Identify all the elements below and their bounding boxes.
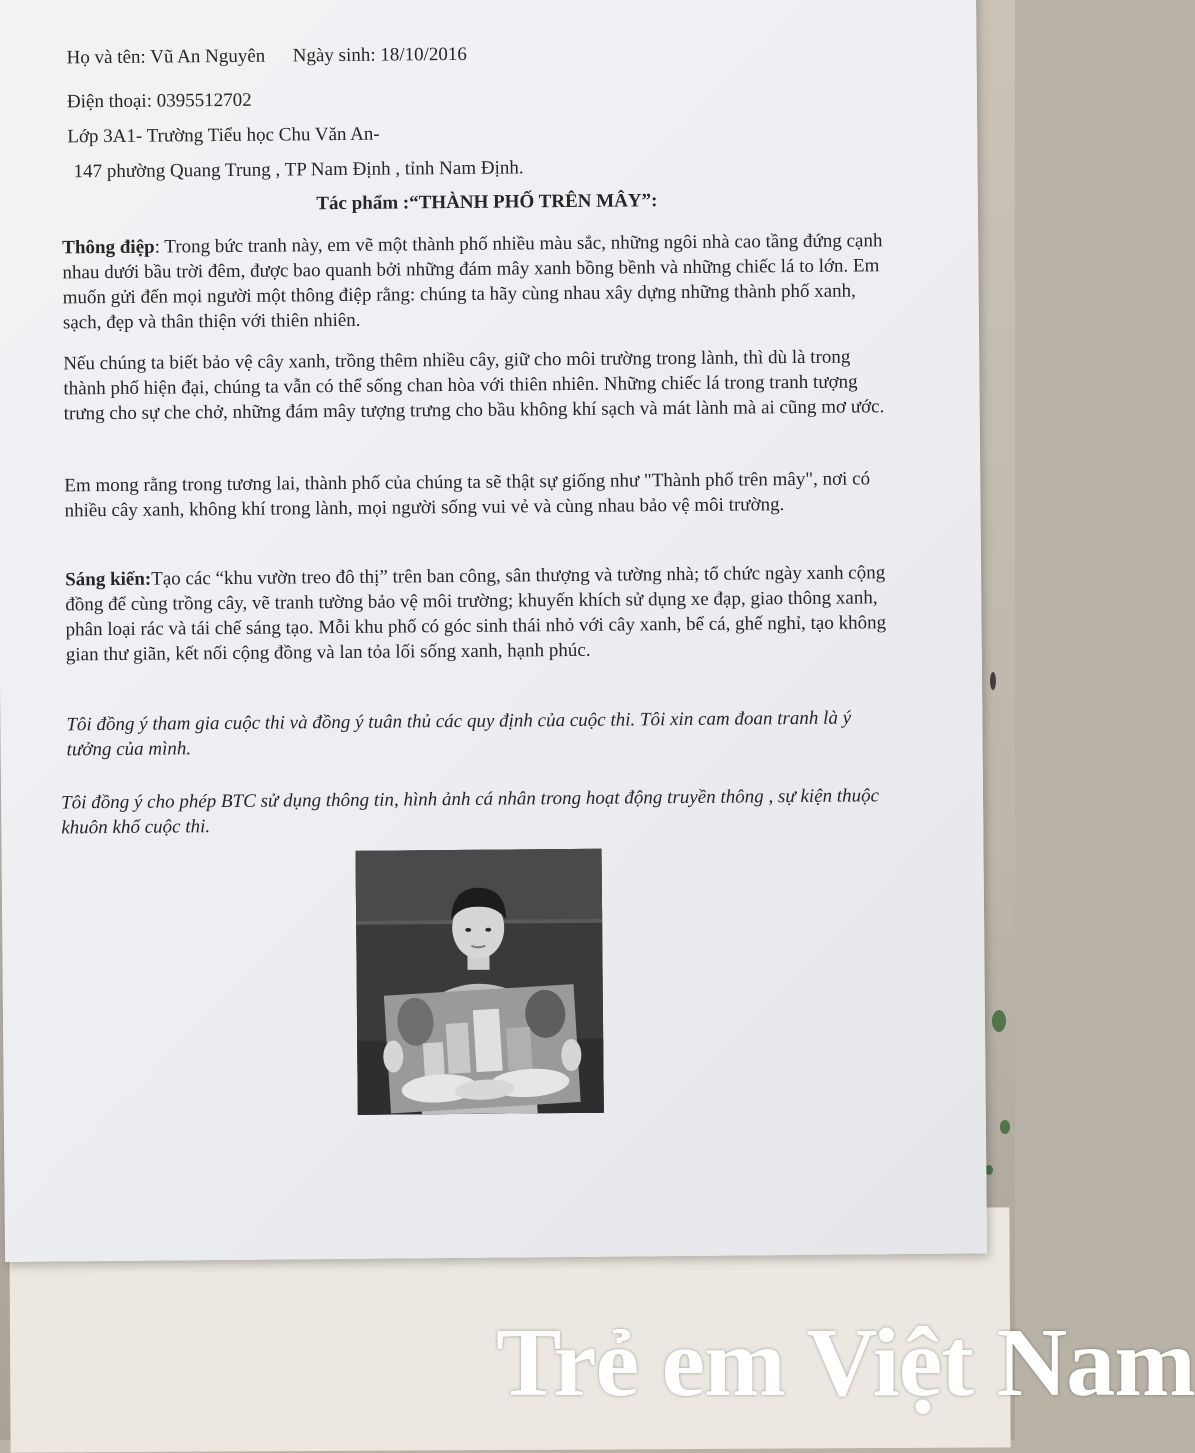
phone-value: 0395512702 bbox=[156, 89, 252, 112]
message-paragraph bbox=[62, 228, 893, 335]
name-line bbox=[67, 44, 467, 69]
initiative-label: Sáng kiến: bbox=[65, 568, 152, 591]
paint-spot bbox=[1000, 1120, 1010, 1134]
student-with-painting-illustration bbox=[356, 849, 604, 1115]
dob-label: Ngày sinh: bbox=[292, 44, 376, 67]
phone-line bbox=[67, 90, 252, 114]
student-photo bbox=[356, 849, 604, 1115]
agreement-rules: Tôi đồng ý tham gia cuộc thi và đồng ý tuân thủ các quy định của cuộc thi. Tôi xin cam đoan tranh là ý tưởng của mình. bbox=[66, 707, 852, 761]
paint-spot bbox=[992, 1010, 1006, 1032]
message-text: : Trong bức tranh này, em vẽ một thành phố nhiều màu sắc, những ngôi nhà cao tầng đứng cạnh nhau dưới bầu trời đêm, được bao quanh bởi những đám mây xanh bồng bềnh và những chiếc lá to lớn. Em muốn gửi đến mọi người một thông điệp rằng: chúng ta hãy cùng nhau xây dựng những thành phố xanh, sạch, đẹp và thân thiện với thiên nhiên. bbox=[62, 230, 883, 334]
artwork-title: Tác phẩm :“THÀNH PHỐ TRÊN MÂY”: bbox=[316, 190, 658, 215]
name-value: Vũ An Nguyên bbox=[150, 45, 266, 68]
paragraph-protect-trees: Nếu chúng ta biết bảo vệ cây xanh, trồng thêm nhiều cây, giữ cho môi trường trong lành, thì dù là trong thành phố hiện đại, chúng ta vẫn có thể sống chan hòa với thiên nhiên. Những chiếc lá trong tranh tượng trưng cho sự che chở, những đám mây tượng trưng cho bầu không khí sạch và mát lành mà ai cũng mơ ước. bbox=[63, 346, 885, 425]
address-line: 147 phường Quang Trung , TP Nam Định , tỉnh Nam Định. bbox=[73, 157, 524, 183]
initiative-text: Tạo các “khu vườn treo đô thị” trên ban công, sân thượng và tường nhà; tổ chức ngày xanh cộng đồng để cùng trồng cây, vẽ tranh tường bảo vệ môi trường; khuyến khích sử dụng xe đạp, giao thông xanh, phân loại rác và tái chế sáng tạo. Mỗi khu phố có góc sinh thái nhỏ với cây xanh, bể cá, ghế nghỉ, tạo không gian thư giãn, kết nối cộng đồng và lan tỏa lối sống xanh, hạnh phúc. bbox=[65, 562, 887, 666]
initiative-paragraph bbox=[65, 560, 896, 667]
school-line: Lớp 3A1- Trường Tiểu học Chu Văn An- bbox=[67, 123, 380, 148]
agreement-media: Tôi đồng ý cho phép BTC sử dụng thông tin, hình ảnh cá nhân trong hoạt động truyền thông , sự kiện thuộc khuôn khổ cuộc thi. bbox=[61, 785, 880, 839]
name-label: Họ và tên: bbox=[66, 46, 146, 69]
message-label: Thông điệp bbox=[62, 236, 155, 259]
dob-value: 18/10/2016 bbox=[380, 43, 467, 66]
phone-label: Điện thoại: bbox=[66, 90, 153, 113]
watermark-logo: Trẻ em Việt Nam bbox=[496, 1309, 1195, 1417]
paragraph-future-city: Em mong rằng trong tương lai, thành phố của chúng ta sẽ thật sự giống như "Thành phố trên mây", nơi có nhiều cây xanh, không khí trong lành, mọi người sống vui vẻ và cùng nhau bảo vệ môi trường. bbox=[64, 468, 871, 522]
paint-spot bbox=[990, 672, 996, 690]
